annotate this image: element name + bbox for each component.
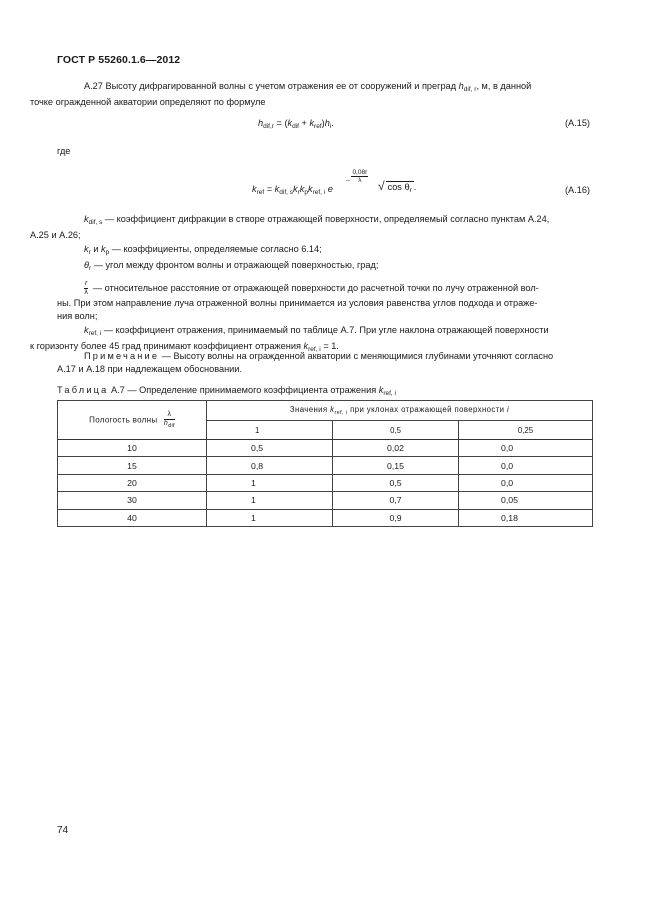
def-kref-var2: k (303, 341, 309, 352)
note-text: — Высоту волны на огражденной акватории с меняющимися глубинами уточняют согласно (159, 351, 554, 361)
formula-a16-sqrt (386, 181, 414, 194)
note (57, 350, 591, 377)
table-caption-var: k (378, 385, 384, 395)
cell-k-slope-025: 0,0 (459, 457, 593, 474)
def-kdif-var: k (84, 214, 89, 224)
def-r-lambda-text2: ны. При этом направление луча отраженной волны принимается из условия равенства углов подхода и отраже- (57, 298, 538, 309)
cell-k-slope-1: 0,8 (207, 457, 333, 474)
formula-a15-lhs: h (258, 118, 264, 128)
subheader-slope-025: 0,25 (459, 421, 593, 440)
def-kdif-text2: A.25 и A.26; (30, 230, 81, 241)
table-a7 (57, 400, 593, 527)
formula-a16-lhs-sub: ref (256, 189, 265, 196)
cell-k-slope-05: 0,15 (333, 457, 459, 474)
equation-number-a15: (A.15) (564, 118, 590, 128)
group-header-text2: при уклонах отражающей поверхности (347, 405, 507, 414)
col-header-lambda: λ (164, 411, 175, 420)
a27-text-2: , м, в данной (476, 81, 532, 91)
cell-k-slope-05: 0,02 (333, 440, 459, 457)
formula-a16-t4-sub: ref, i (312, 189, 326, 196)
cell-k-slope-1: 1 (207, 492, 333, 509)
def-kr-var: k (84, 243, 89, 254)
table-row (58, 492, 593, 509)
formula-a15-k1: k (287, 118, 293, 128)
def-kref-sub2: ref, i (308, 346, 321, 354)
table-caption-sub: ref, i (383, 390, 396, 397)
page-number: 74 (57, 825, 69, 836)
section-a27 (30, 80, 591, 110)
formula-a16-cos-sub: r (409, 187, 412, 194)
document-header: ГОСТ Р 55260.1.6—2012 (57, 54, 181, 66)
table-row (58, 474, 593, 491)
formula-a15 (258, 118, 334, 130)
formula-a16-end: . (413, 182, 417, 192)
formula-a16-t3: k (299, 184, 305, 194)
formula-a16-eq: = (264, 184, 275, 194)
group-header-var2: i (507, 405, 510, 414)
formula-a16-exp-fraction (351, 169, 368, 184)
formula-a16-exponent (346, 169, 368, 184)
def-kref-text3: = 1. (320, 341, 339, 352)
def-r-lambda-cont (57, 297, 591, 324)
formula-a16-lhs: k (252, 184, 257, 194)
formula-a15-close: ) (321, 118, 325, 128)
cell-k-slope-05: 0,5 (333, 474, 459, 491)
def-r-lambda (57, 280, 591, 297)
def-and: и (90, 243, 102, 254)
def-kr-sub: r (88, 248, 91, 256)
group-header-var: k (330, 405, 335, 414)
a27-text-1: A.27 Высоту дифрагированной волны с учетом отражения ее от сооружений и преград (84, 81, 457, 91)
where-word: где (57, 146, 71, 156)
def-kp-var: k (101, 243, 106, 254)
col-header-steepness-label: Пологость волны (89, 415, 158, 425)
a27-text-3: точке огражденной акватории определяют по формуле (30, 97, 266, 108)
formula-a16-exp-num: 0,08r (352, 169, 368, 176)
cell-k-slope-025: 0,05 (459, 492, 593, 509)
formula-a16-cos: cos θ (387, 182, 410, 192)
def-r-lambda-text: — относительное расстояние от отражающей поверхности до расчетной точки по лучу отраженной вол- (90, 283, 539, 294)
note-line1 (57, 350, 591, 363)
formula-a15-eq: = ( (273, 118, 288, 128)
def-lambda-den: λ (84, 289, 88, 297)
cell-steepness: 20 (58, 474, 207, 491)
formula-a15-k2: k (309, 118, 315, 128)
note-label: Примечание (84, 351, 160, 361)
formula-a16-t1-sub: dif, s (279, 189, 293, 196)
def-theta-var: θ (84, 259, 89, 270)
cell-k-slope-1: 1 (207, 509, 333, 526)
cell-steepness: 40 (58, 509, 207, 526)
cell-k-slope-05: 0,7 (333, 492, 459, 509)
def-kdif-text: — коэффициент дифракции в створе отражающей поверхности, определяемый согласно пунктам A.24, (102, 214, 550, 224)
formula-a16-exp-den: λ (358, 177, 362, 184)
def-r-lambda-text3: ния волн; (57, 311, 98, 322)
table-caption (57, 385, 396, 397)
formula-a16-e: e (327, 184, 333, 194)
a27-var-h: h (458, 81, 464, 91)
def-kr-kp-text: — коэффициенты, определяемые согласно 6.14; (109, 243, 322, 254)
def-kref-text: — коэффициент отражения, принимаемый по таблице A.7. При угле наклона отражающей поверхности (101, 324, 549, 335)
formula-a15-k1-sub: dif (292, 123, 299, 130)
cell-k-slope-1: 0,5 (207, 440, 333, 457)
def-theta (57, 259, 591, 275)
subheader-slope-05: 0,5 (333, 421, 459, 440)
cell-steepness: 30 (58, 492, 207, 509)
formula-a16-t4: k (307, 184, 313, 194)
formula-a15-k2-sub: ref (314, 123, 322, 130)
formula-a16-t2: k (293, 184, 298, 194)
cell-steepness: 15 (58, 457, 207, 474)
a27-var-h-sub: dif, r (463, 86, 477, 93)
cell-k-slope-025: 0,0 (459, 440, 593, 457)
cell-k-slope-1: 1 (207, 474, 333, 491)
table-row (58, 509, 593, 526)
cell-k-slope-025: 0,0 (459, 474, 593, 491)
formula-a15-plus: + (298, 118, 310, 128)
def-kref-var: k (84, 324, 89, 335)
formula-a15-lhs-sub: dif,r (263, 123, 274, 130)
cell-k-slope-05: 0,9 (333, 509, 459, 526)
col-header-steepness (58, 401, 207, 440)
table-header-row (58, 401, 593, 421)
col-header-hdif (164, 420, 175, 430)
col-header-fraction (164, 411, 175, 430)
formula-a16-sqrt-group (378, 179, 416, 194)
def-r-num: r (85, 280, 88, 288)
cell-steepness: 10 (58, 440, 207, 457)
def-kr-kp (57, 243, 591, 259)
def-kref-text2: к горизонту более 45 град принимают коэффициент отражения (30, 341, 304, 352)
def-theta-text: — угол между фронтом волны и отражающей поверхностью, град; (91, 259, 379, 270)
formula-a16 (252, 184, 333, 196)
group-header-text: Значения (289, 405, 331, 414)
table-row (58, 457, 593, 474)
formula-a15-h-sub: i (329, 123, 332, 130)
table-caption-label: Таблица (57, 385, 109, 395)
sqrt-sign: √ (378, 179, 385, 193)
group-header-sub: ref, i (334, 410, 348, 416)
def-r-lambda-fraction (84, 280, 88, 297)
table-caption-text: A.7 — Определение принимаемого коэффициента отражения (108, 385, 379, 395)
definitions (30, 213, 591, 356)
formula-a15-end: . (331, 118, 334, 128)
def-kref-sub: ref, i (88, 329, 102, 337)
def-kp-sub: p (105, 248, 110, 256)
formula-a16-exp-minus: – (346, 177, 350, 185)
table-row (58, 440, 593, 457)
def-kdif (30, 213, 591, 243)
subheader-slope-1: 1 (207, 421, 333, 440)
col-header-group (207, 401, 593, 421)
col-header-h-sub: dif (168, 422, 175, 429)
col-header-h: h (163, 419, 169, 427)
equation-number-a16: (A.16) (564, 185, 590, 195)
formula-a16-t1: k (274, 184, 280, 194)
cell-k-slope-025: 0,18 (459, 509, 593, 526)
formula-a16-t2-sub: r (297, 189, 300, 196)
formula-a16-t3-sub: p (304, 189, 308, 196)
formula-a15-h: h (324, 118, 330, 128)
def-theta-sub: r (88, 264, 92, 272)
def-kdif-sub: dif, s (88, 219, 103, 226)
note-text2: A.17 и A.18 при надлежащем обосновании. (57, 364, 242, 375)
